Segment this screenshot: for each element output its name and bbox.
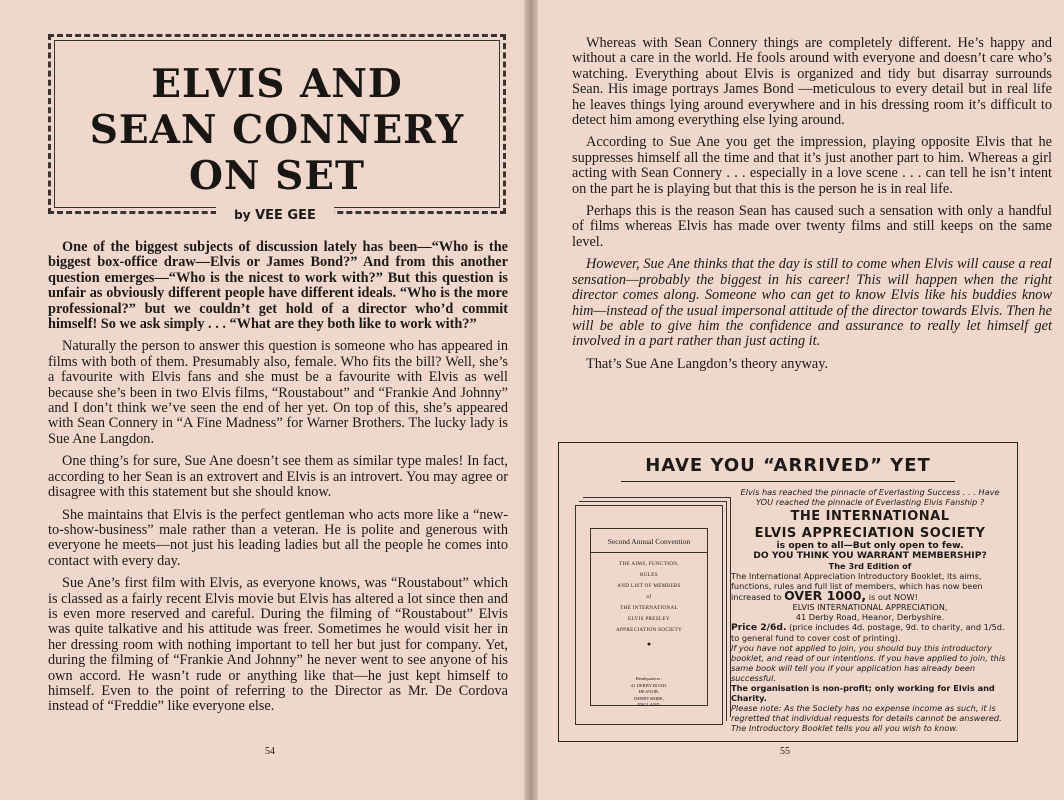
booklet-address-line: HEANOR, — [638, 689, 660, 694]
booklet-line: THE AIMS, FUNCTION, — [619, 561, 679, 567]
title-box — [48, 34, 506, 214]
booklet-line: of — [646, 594, 652, 600]
advert-divider — [621, 481, 955, 482]
book-gutter — [524, 0, 538, 800]
advert-copy — [731, 487, 1009, 733]
booklet-desc-text: The International Appreciation Introductory Booklet, its aims, functions, rules and full list of members, which has now been — [731, 571, 983, 591]
open-to-all: is open to all—But only open to few. — [776, 540, 964, 551]
lead-paragraph: One of the biggest subjects of discussion lately has been—“Who is the biggest box-office draw—Elvis or James Bond?” And from this another question emerges—“Who is the nicest to work with?” But this question is unfair as obviously different people have different ideals. “Who is the more professional?” but we couldn’t get hold of a director who’d commit himself! So we ask simply . . . “What are they both like to work with?” — [48, 239, 508, 333]
increased-to: increased to — [731, 592, 782, 602]
body-paragraph: She maintains that Elvis is the perfect gentleman who acts more like a “new-to-show-business” male rather than a veteran. He is polite and generous with everyone he meets—not just his leading ladies but all the people he comes into contact with every day. — [48, 506, 508, 569]
booklet-line: THE INTERNATIONAL — [620, 605, 678, 611]
booklet-cover — [590, 528, 708, 706]
article-title: ELVIS AND SEAN CONNERY ON SET — [89, 61, 465, 199]
right-page — [532, 0, 1064, 800]
right-column — [572, 36, 1052, 379]
byline-prefix: by — [234, 208, 251, 222]
body-paragraph: Perhaps this is the reason Sean has caused such a sensation with only a handful of films whereas Elvis has made over twenty films and still keeps on the same level. — [572, 203, 1052, 250]
society-name-line1: THE INTERNATIONAL — [790, 509, 950, 524]
byline — [216, 204, 334, 227]
price-line — [731, 622, 1009, 643]
org-address: 41 Derby Road, Heanor, Derbyshire. — [795, 612, 945, 622]
body-paragraph: According to Sue Ane you get the impression, playing opposite Elvis that he suppresses himself all the time and that it’s just another part to him. Whereas a girl acting with Sean Connery . . . especially in a love scene . . . can tell he isn’t intent on the part he is playing but that this is the person he is in real life. — [572, 134, 1052, 197]
org-name: ELVIS INTERNATIONAL APPRECIATION, — [792, 602, 948, 612]
please-note: Please note: As the Society has no expense income as such, it is regretted that individual requests for details cannot be answered. The Introductory Booklet tells you all you wish to know. — [731, 703, 1002, 733]
booklet-address-line: DERBYSHIRE, — [634, 695, 664, 701]
booklet-line: ELVIS PRESLEY — [628, 616, 670, 622]
advert-headline: HAVE YOU “ARRIVED” YET — [645, 455, 931, 476]
advert-intro: Elvis has reached the pinnacle of Everlasting Success . . . Have YOU reached the pinnacle of Everlasting Elvis Fanship ? — [740, 487, 1000, 507]
booklet-address-line: ENGLAND. — [637, 702, 661, 707]
price-label: Price 2/6d. — [731, 622, 787, 633]
society-name-line2: ELVIS APPRECIATION SOCIETY — [754, 526, 986, 541]
byline-author: VEE GEE — [255, 208, 316, 223]
body-paragraph: Whereas with Sean Connery things are completely different. He’s happy and without a care in the world. He fools around with everyone and doesn’t care who’s watching. Everything about Elvis is organized and tidy but disarray surrounds Sean. His image portrays James Bond —meticulous to every detail but in real life he leaves things lying around everywhere and in his dressing room it’s difficult to detect him among everything else lying around. — [572, 35, 1052, 129]
booklet-line: AND LIST OF MEMBERS — [617, 583, 681, 589]
booklet-lines — [591, 559, 707, 636]
page-number-left: 54 — [265, 746, 275, 757]
booklet-heading: Second Annual Convention — [591, 537, 707, 553]
society-advert — [558, 442, 1018, 742]
body-paragraph: Naturally the person to answer this question is someone who has appeared in films with both of them. Presumably also, female. Who fits the bill? Well, she’s a favourite with Elvis fans and she must be a favourite with Elvis as well because she’s been in two Elvis films, “Roustabout” and “Frankie And Johnny” and I don’t think we’ve seen the end of her yet. On top of this, she’s appeared with Sean Connery in “A Fine Madness” for Warner Brothers. The lucky lady is Sue Ane Langdon. — [48, 338, 508, 447]
over-1000: OVER 1000, — [784, 588, 867, 603]
page-number-right: 55 — [780, 746, 790, 757]
booklet-bullet: ● — [646, 640, 652, 648]
italic-paragraph: However, Sue Ane thinks that the day is still to come when Elvis will cause a real sensation—probably the biggest in his career! This will happen when the right director comes along. Someone who can get to know Elvis like his buddies know him—instead of the usual impersonal attitude of the director towards Elvis. Then he will be able to give him the confidence and assurance to really let himself get involved in a part rather than just acting it. — [572, 256, 1052, 350]
booklet-illustration — [575, 505, 723, 725]
is-out-now: is out NOW! — [868, 592, 918, 602]
edition-line: The 3rd Edition of — [828, 561, 912, 571]
left-page — [0, 0, 528, 800]
non-profit-note: The organisation is non-profit; only working for Elvis and Charity. — [731, 683, 995, 703]
booklet-address-line: 41 DERBY ROAD, — [630, 682, 668, 688]
booklet-line: APPRECIATION SOCIETY — [615, 627, 683, 633]
apply-note: If you have not applied to join, you should buy this introductory booklet, and read of our intentions. If you have applied to join, this same book will tell you if your application has already been successful. — [731, 643, 1006, 683]
booklet-description — [731, 571, 1009, 602]
booklet-line: RULES — [640, 572, 658, 578]
booklet-address — [591, 676, 707, 709]
body-paragraph: Sue Ane’s first film with Elvis, as everyone knows, was “Roustabout” which is classed as a fairly recent Elvis movie but Elvis has altered a lot since then and is even more reserved and careful. During the filming of “Roustabout” Elvis was quite talkative and his attitude was freer. Sometimes he would visit her in her dressing room with nothing important to tell her but just for company. Yet, during the filming of “Frankie And Johnny” he never went to see anyone of his own accord. He wasn’t rude or anything like that—he just kept himself to himself. Even to the point of referring to the Director as Mr. De Cordova instead of “Freddie” like everyone else. — [48, 575, 508, 715]
body-paragraph: That’s Sue Ane Langdon’s theory anyway. — [586, 355, 829, 372]
left-column — [48, 240, 508, 722]
warrant-question: DO YOU THINK YOU WARRANT MEMBERSHIP? — [753, 550, 987, 561]
body-paragraph: One thing’s for sure, Sue Ane doesn’t see them as similar type males! In fact, according to her Sean is an extrovert and Elvis is an introvert. You may agree or disagree with this statement but she should know. — [48, 453, 508, 501]
booklet-address-line: Headquarters : — [635, 676, 663, 681]
price-detail: (price includes 4d. postage, 9d. to charity, and 1/5d. to general fund to cover cost of printing). — [731, 622, 1005, 643]
